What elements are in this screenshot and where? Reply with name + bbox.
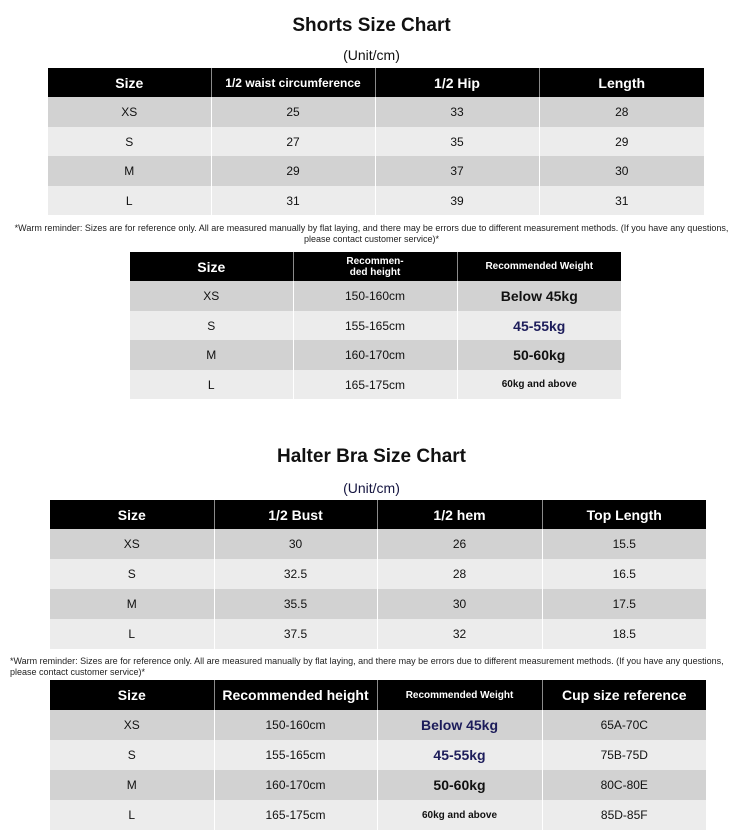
column-header: 1/2 waist circumference	[211, 68, 375, 97]
table-cell: 16.5	[542, 559, 706, 589]
table-cell: 45-55kg	[457, 311, 621, 340]
column-header: Size	[48, 68, 211, 97]
table-cell: M	[48, 156, 211, 186]
table-cell: 75B-75D	[542, 740, 706, 770]
table-cell: S	[50, 559, 214, 589]
table-cell: XS	[50, 710, 214, 740]
table-cell: 37.5	[214, 619, 377, 649]
table-cell: 31	[539, 186, 704, 215]
column-header: Size	[50, 680, 214, 710]
column-header: Recommended Weight	[457, 252, 621, 281]
table-cell: 165-175cm	[214, 800, 377, 830]
bra-warm-reminder: *Warm reminder: Sizes are for reference only. All are measured manually by flat laying, and there may be errors due to different measurement methods. (If you have any questions, please contact customer service)*	[10, 656, 724, 677]
table-cell: S	[130, 311, 293, 340]
table-cell: M	[50, 770, 214, 800]
table-header-row	[130, 252, 621, 281]
table-row	[50, 619, 706, 649]
table-cell: 65A-70C	[542, 710, 706, 740]
column-header: Recommended Weight	[377, 680, 542, 710]
table-cell: 155-165cm	[293, 311, 457, 340]
table-cell: S	[50, 740, 214, 770]
table-cell: 17.5	[542, 589, 706, 619]
table-row	[48, 127, 704, 156]
table-cell: 60kg and above	[457, 370, 621, 399]
column-header: Top Length	[542, 500, 706, 529]
table-cell: Below 45kg	[457, 281, 621, 311]
table-cell: 32	[377, 619, 542, 649]
table-cell: 15.5	[542, 529, 706, 559]
table-row	[50, 740, 706, 770]
column-header: 1/2 Bust	[214, 500, 377, 529]
table-cell: 29	[211, 156, 375, 186]
table-cell: 28	[377, 559, 542, 589]
column-header: Size	[50, 500, 214, 529]
table-cell: 50-60kg	[377, 770, 542, 800]
table-cell: 150-160cm	[293, 281, 457, 311]
column-header: Length	[539, 68, 704, 97]
table-row	[50, 770, 706, 800]
bra-unit-label: (Unit/cm)	[343, 480, 400, 496]
table-cell: S	[48, 127, 211, 156]
table-cell: 35	[375, 127, 539, 156]
table-row	[50, 589, 706, 619]
table-cell: XS	[130, 281, 293, 311]
table-cell: 37	[375, 156, 539, 186]
table-cell: 30	[214, 529, 377, 559]
table-cell: 28	[539, 97, 704, 127]
table-row	[48, 156, 704, 186]
table-row	[50, 559, 706, 589]
table-cell: 160-170cm	[214, 770, 377, 800]
table-cell: 25	[211, 97, 375, 127]
table-cell: Below 45kg	[377, 710, 542, 740]
table-cell: 30	[377, 589, 542, 619]
table-cell: 150-160cm	[214, 710, 377, 740]
table-cell: M	[130, 340, 293, 370]
table-cell: 27	[211, 127, 375, 156]
bra-recommendation-table	[50, 680, 706, 830]
shorts-warm-reminder: *Warm reminder: Sizes are for reference only. All are measured manually by flat laying, and there may be errors due to different measurement methods. (If you have any questions, please contact customer service)*	[14, 223, 729, 244]
column-header	[293, 252, 457, 281]
table-cell: 30	[539, 156, 704, 186]
table-header-row	[50, 680, 706, 710]
table-row	[130, 340, 621, 370]
shorts-size-table	[48, 68, 704, 215]
table-row	[130, 370, 621, 399]
table-row	[50, 710, 706, 740]
bra-chart-title: Halter Bra Size Chart	[276, 446, 466, 467]
table-cell: 80C-80E	[542, 770, 706, 800]
table-cell: L	[50, 800, 214, 830]
table-cell: 60kg and above	[377, 800, 542, 830]
column-header: Recommended height	[214, 680, 377, 710]
table-row	[48, 186, 704, 215]
column-header: Cup size reference	[542, 680, 706, 710]
table-cell: 50-60kg	[457, 340, 621, 370]
table-cell: 29	[539, 127, 704, 156]
table-cell: 165-175cm	[293, 370, 457, 399]
table-cell: 85D-85F	[542, 800, 706, 830]
table-cell: 35.5	[214, 589, 377, 619]
table-cell: 155-165cm	[214, 740, 377, 770]
table-cell: 31	[211, 186, 375, 215]
table-cell: 18.5	[542, 619, 706, 649]
table-cell: 26	[377, 529, 542, 559]
column-header: Size	[130, 252, 293, 281]
table-row	[130, 281, 621, 311]
table-cell: 160-170cm	[293, 340, 457, 370]
table-cell: XS	[48, 97, 211, 127]
table-row	[130, 311, 621, 340]
table-header-row	[48, 68, 704, 97]
table-row	[48, 97, 704, 127]
table-cell: 39	[375, 186, 539, 215]
table-cell: 33	[375, 97, 539, 127]
table-cell: 32.5	[214, 559, 377, 589]
header-line: ded height	[349, 266, 401, 278]
table-row	[50, 529, 706, 559]
column-header: 1/2 hem	[377, 500, 542, 529]
shorts-unit-label: (Unit/cm)	[343, 47, 400, 63]
table-row	[50, 800, 706, 830]
shorts-recommendation-table	[130, 252, 621, 399]
header-line: Recommen-	[346, 255, 404, 267]
table-cell: XS	[50, 529, 214, 559]
column-header: 1/2 Hip	[375, 68, 539, 97]
table-cell: L	[130, 370, 293, 399]
table-cell: M	[50, 589, 214, 619]
shorts-chart-title: Shorts Size Chart	[292, 15, 451, 36]
table-cell: L	[50, 619, 214, 649]
bra-size-table	[50, 500, 706, 649]
table-header-row	[50, 500, 706, 529]
table-cell: L	[48, 186, 211, 215]
table-cell: 45-55kg	[377, 740, 542, 770]
